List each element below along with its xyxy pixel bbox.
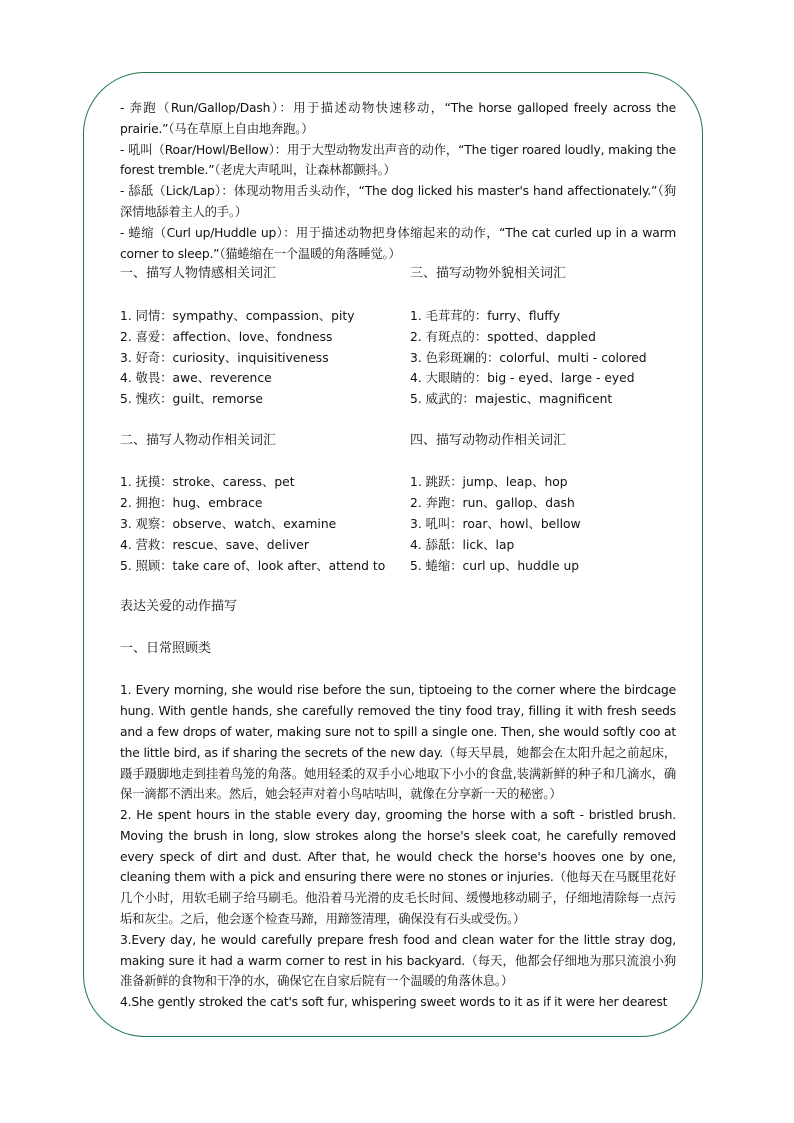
vocab-item: 2. 奔跑：run、gallop、dash <box>410 496 575 511</box>
vocab-item: 5. 愧疚：guilt、remorse <box>120 392 263 407</box>
section-title: 二、描写人物动作相关词汇 <box>120 432 277 448</box>
vocab-item: 2. 有斑点的：spotted、dappled <box>410 329 596 344</box>
vocab-item: 3. 好奇：curiosity、inquisitiveness <box>120 350 329 365</box>
paragraph-bird: 1. Every morning, she would rise before the sun, tiptoeing to the corner where the birdcage hung. With gentle hands, she carefully removed the tiny food tray, filling it with fresh seeds and a few drops of water, making sure not to spill a single one. Then, she would softly coo at the little bird, as if sharing the secrets of the new day.（每天早晨，她都会在太阳升起之前起床，蹑手蹑脚地走到挂着鸟笼的角落。她用轻柔的双手小心地取下小小的食盘,装满新鲜的种子和几滴水，确保一滴都不洒出来。然后，她会轻声对着小鸟咕咕叫，就像在分享新一天的秘密。） <box>120 683 676 802</box>
vocab-row-2 <box>120 431 676 577</box>
section-title: 一、描写人物情感相关词汇 <box>120 266 277 282</box>
example-curl: - 蜷缩（Curl up/Huddle up）：用于描述动物把身体缩起来的动作，“The cat curled up in a warm corner to sleep.”（猫蜷缩在一个温暖的角落睡觉。） <box>120 225 676 261</box>
vocab-item: 2. 喜爱：affection、love、fondness <box>120 329 333 344</box>
vocab-item: 3. 观察：observe、watch、examine <box>120 516 337 531</box>
vocab-item: 4. 敬畏：awe、reverence <box>120 371 272 386</box>
vocab-item: 4. 舔舐：lick、lap <box>410 537 515 552</box>
care-paragraphs <box>120 680 676 1013</box>
vocab-row-1 <box>120 264 676 410</box>
vocab-item: 2. 拥抱：hug、embrace <box>120 496 263 511</box>
vocab-item: 5. 照顾：take care of、look after、attend to <box>120 558 386 573</box>
example-roar: - 吼叫（Roar/Howl/Bellow）：用于大型动物发出声音的动作，“The tiger roared loudly, making the forest tremble.”（老虎大声吼叫，让森林都颤抖。） <box>120 142 676 178</box>
paragraph-cat: 4.She gently stroked the cat's soft fur, whispering sweet words to it as if it were her dearest <box>120 995 668 1010</box>
vocab-item: 1. 跳跃：jump、leap、hop <box>410 475 568 490</box>
vocab-item: 3. 色彩斑斓的：colorful、multi - colored <box>410 350 647 365</box>
vocab-item: 3. 吼叫：roar、howl、bellow <box>410 516 581 531</box>
vocab-item: 5. 威武的：majestic、magnificent <box>410 392 613 407</box>
paragraph-horse: 2. He spent hours in the stable every day, grooming the horse with a soft - bristled brush. Moving the brush in long, slow strokes along the horse's sleek coat, he carefully removed every speck of dirt and dust. After that, he would check the horse's hooves one by one, cleaning them with a pick and ensuring there were no stones or injuries.（他每天在马厩里花好几个小时，用软毛刷子给马刷毛。他沿着马光滑的皮毛长时间、缓慢地移动刷子，仔细地清除每一点污垢和灰尘。之后，他会逐个检查马蹄，用蹄签清理，确保没有石头或受伤。） <box>120 808 676 927</box>
section-title: 四、描写动物动作相关词汇 <box>410 432 567 448</box>
example-run: - 奔跑（Run/Gallop/Dash）：用于描述动物快速移动，“The horse galloped freely across the prairie.”（马在草原上自由地奔跑。） <box>120 101 676 136</box>
heading-daily-care: 一、日常照顾类 <box>120 640 212 656</box>
vocab-item: 1. 同情：sympathy、compassion、pity <box>120 308 355 323</box>
vocab-item: 4. 营救：rescue、save、deliver <box>120 537 309 552</box>
section-human-action-vocab <box>120 431 410 577</box>
section-animal-action-vocab <box>410 431 676 577</box>
document-body <box>120 98 676 1013</box>
section-appearance-vocab <box>410 264 676 410</box>
vocab-item: 4. 大眼睛的：big - eyed、large - eyed <box>410 371 635 386</box>
vocab-item: 1. 抚摸：stroke、caress、pet <box>120 475 295 490</box>
paragraph-dog: 3.Every day, he would carefully prepare fresh food and clean water for the little stray dog, making sure it had a warm corner to rest in his backyard.（每天，他都会仔细地为那只流浪小狗准备新鲜的食物和干净的水，确保它在自家后院有一个温暖的角落休息。） <box>120 932 676 989</box>
vocab-item: 1. 毛茸茸的：furry、fluffy <box>410 308 561 323</box>
heading-care-actions: 表达关爱的动作描写 <box>120 599 238 615</box>
animal-action-examples <box>120 98 676 264</box>
section-title: 三、描写动物外貌相关词汇 <box>410 266 567 282</box>
vocab-item: 5. 蜷缩：curl up、huddle up <box>410 558 580 573</box>
example-lick: - 舔舐（Lick/Lap）：体现动物用舌头动作，“The dog licked his master's hand affectionately.”（狗深情地舔着主人的手。） <box>120 184 676 219</box>
section-emotion-vocab <box>120 264 410 410</box>
